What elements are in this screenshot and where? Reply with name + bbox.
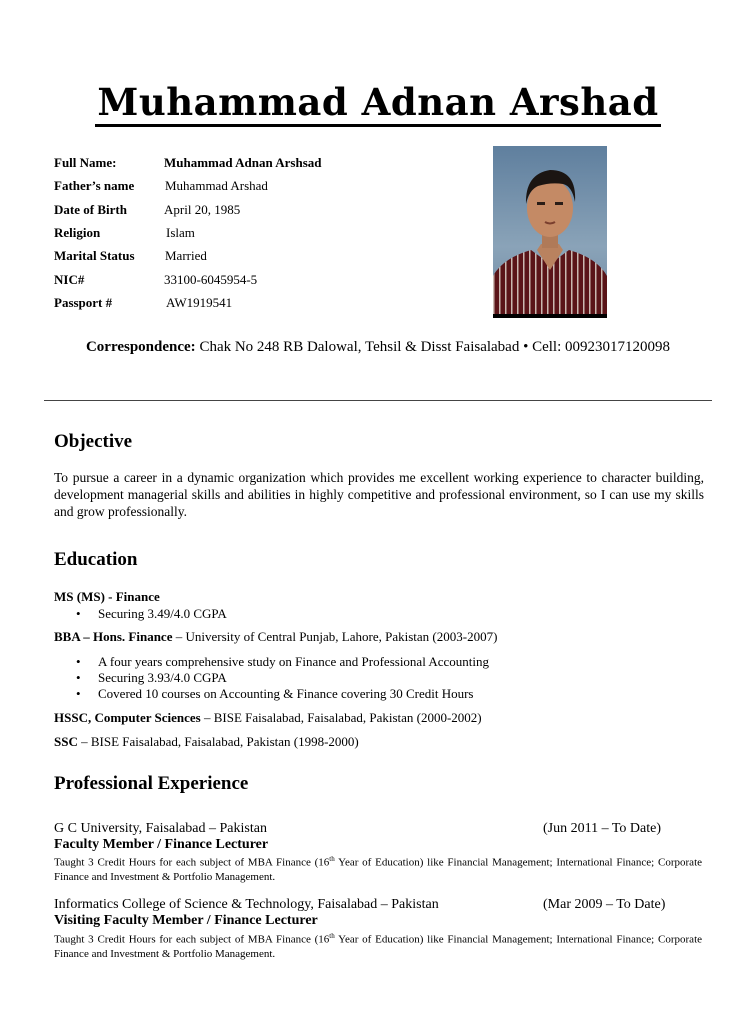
resume-name-title — [0, 78, 756, 126]
experience-role: Visiting Faculty Member / Finance Lecturer — [54, 913, 318, 928]
education-title: MS (MS) - Finance — [54, 589, 160, 604]
description-text: Taught 3 Credit Hours for each subject of MBA Finance (16 — [54, 933, 330, 946]
label-marital-status: Marital Status — [54, 248, 135, 263]
bullet-text: Covered 10 courses on Accounting & Finance covering 30 Credit Hours — [98, 686, 474, 701]
bullet-icon: • — [76, 670, 81, 685]
education-entry-bba — [54, 629, 497, 645]
experience-dates: (Jun 2011 – To Date) — [543, 821, 662, 836]
label-nic: NIC# — [54, 272, 85, 287]
description-superscript: th — [329, 932, 335, 940]
objective-text: To pursue a career in a dynamic organization which provides me excellent working experience to character building, development managerial skills and abilities in highly competitive and professional environment, so I can use my skills and grow professionally. — [54, 470, 704, 519]
bullet-icon: • — [76, 606, 81, 621]
experience-description — [54, 852, 702, 884]
name-text: Muhammad Adnan Arshad — [95, 80, 660, 127]
bullet-text: A four years comprehensive study on Finance and Professional Accounting — [98, 654, 489, 669]
education-heading: Education — [54, 549, 138, 570]
education-detail: – University of Central Punjab, Lahore, Pakistan (2003-2007) — [172, 629, 498, 644]
value-date-of-birth: April 20, 1985 — [164, 202, 241, 217]
experience-role: Faculty Member / Finance Lecturer — [54, 837, 269, 852]
label-full-name: Full Name: — [54, 155, 117, 170]
bullet-icon: • — [76, 654, 81, 669]
education-title: HSSC, Computer Sciences — [54, 710, 201, 725]
value-passport: AW1919541 — [166, 295, 233, 310]
education-entry-hssc — [54, 710, 482, 726]
experience-heading: Professional Experience — [54, 773, 249, 794]
label-passport: Passport # — [54, 295, 113, 310]
experience-description — [54, 929, 702, 961]
education-entry-ms — [54, 589, 160, 605]
description-text: Year of Education) like Financial Management; International Finance; Corporate Finance and Investment & Portfolio Management. — [54, 856, 703, 883]
education-detail: – BISE Faisalabad, Faisalabad, Pakistan (2000-2002) — [200, 710, 482, 725]
bullet-icon: • — [76, 686, 81, 701]
correspondence-text: Chak No 248 RB Dalowal, Tehsil & Disst Faisalabad • Cell: 00923017120098 — [199, 339, 671, 355]
value-nic: 33100-6045954-5 — [164, 272, 258, 287]
description-superscript: th — [329, 855, 335, 863]
experience-organization: G C University, Faisalabad – Pakistan — [54, 821, 267, 836]
description-text: Year of Education) like Financial Management; International Finance; Corporate Finance and Investment & Portfolio Management. — [54, 933, 703, 960]
education-title: SSC — [54, 734, 78, 749]
section-divider — [44, 400, 712, 401]
description-text: Taught 3 Credit Hours for each subject of MBA Finance (16 — [54, 856, 330, 869]
education-title: BBA – Hons. Finance — [54, 629, 173, 644]
bullet-text: Securing 3.49/4.0 CGPA — [98, 606, 227, 621]
experience-dates: (Mar 2009 – To Date) — [543, 897, 666, 912]
label-religion: Religion — [54, 225, 101, 240]
education-entry-ssc — [54, 734, 359, 750]
portrait-illustration — [493, 146, 607, 314]
portrait-photo — [493, 146, 607, 318]
value-fathers-name: Muhammad Arshad — [165, 178, 268, 193]
correspondence-line — [0, 338, 756, 356]
bullet-text: Securing 3.93/4.0 CGPA — [98, 670, 227, 685]
value-marital-status: Married — [165, 248, 207, 263]
education-detail: – BISE Faisalabad, Faisalabad, Pakistan (1998-2000) — [77, 734, 359, 749]
experience-organization: Informatics College of Science & Technology, Faisalabad – Pakistan — [54, 897, 439, 912]
objective-heading: Objective — [54, 431, 133, 452]
label-date-of-birth: Date of Birth — [54, 202, 127, 217]
label-fathers-name: Father’s name — [54, 178, 135, 193]
value-full-name: Muhammad Adnan Arshsad — [164, 155, 322, 170]
value-religion: Islam — [166, 225, 195, 240]
correspondence-label: Correspondence: — [85, 339, 196, 355]
